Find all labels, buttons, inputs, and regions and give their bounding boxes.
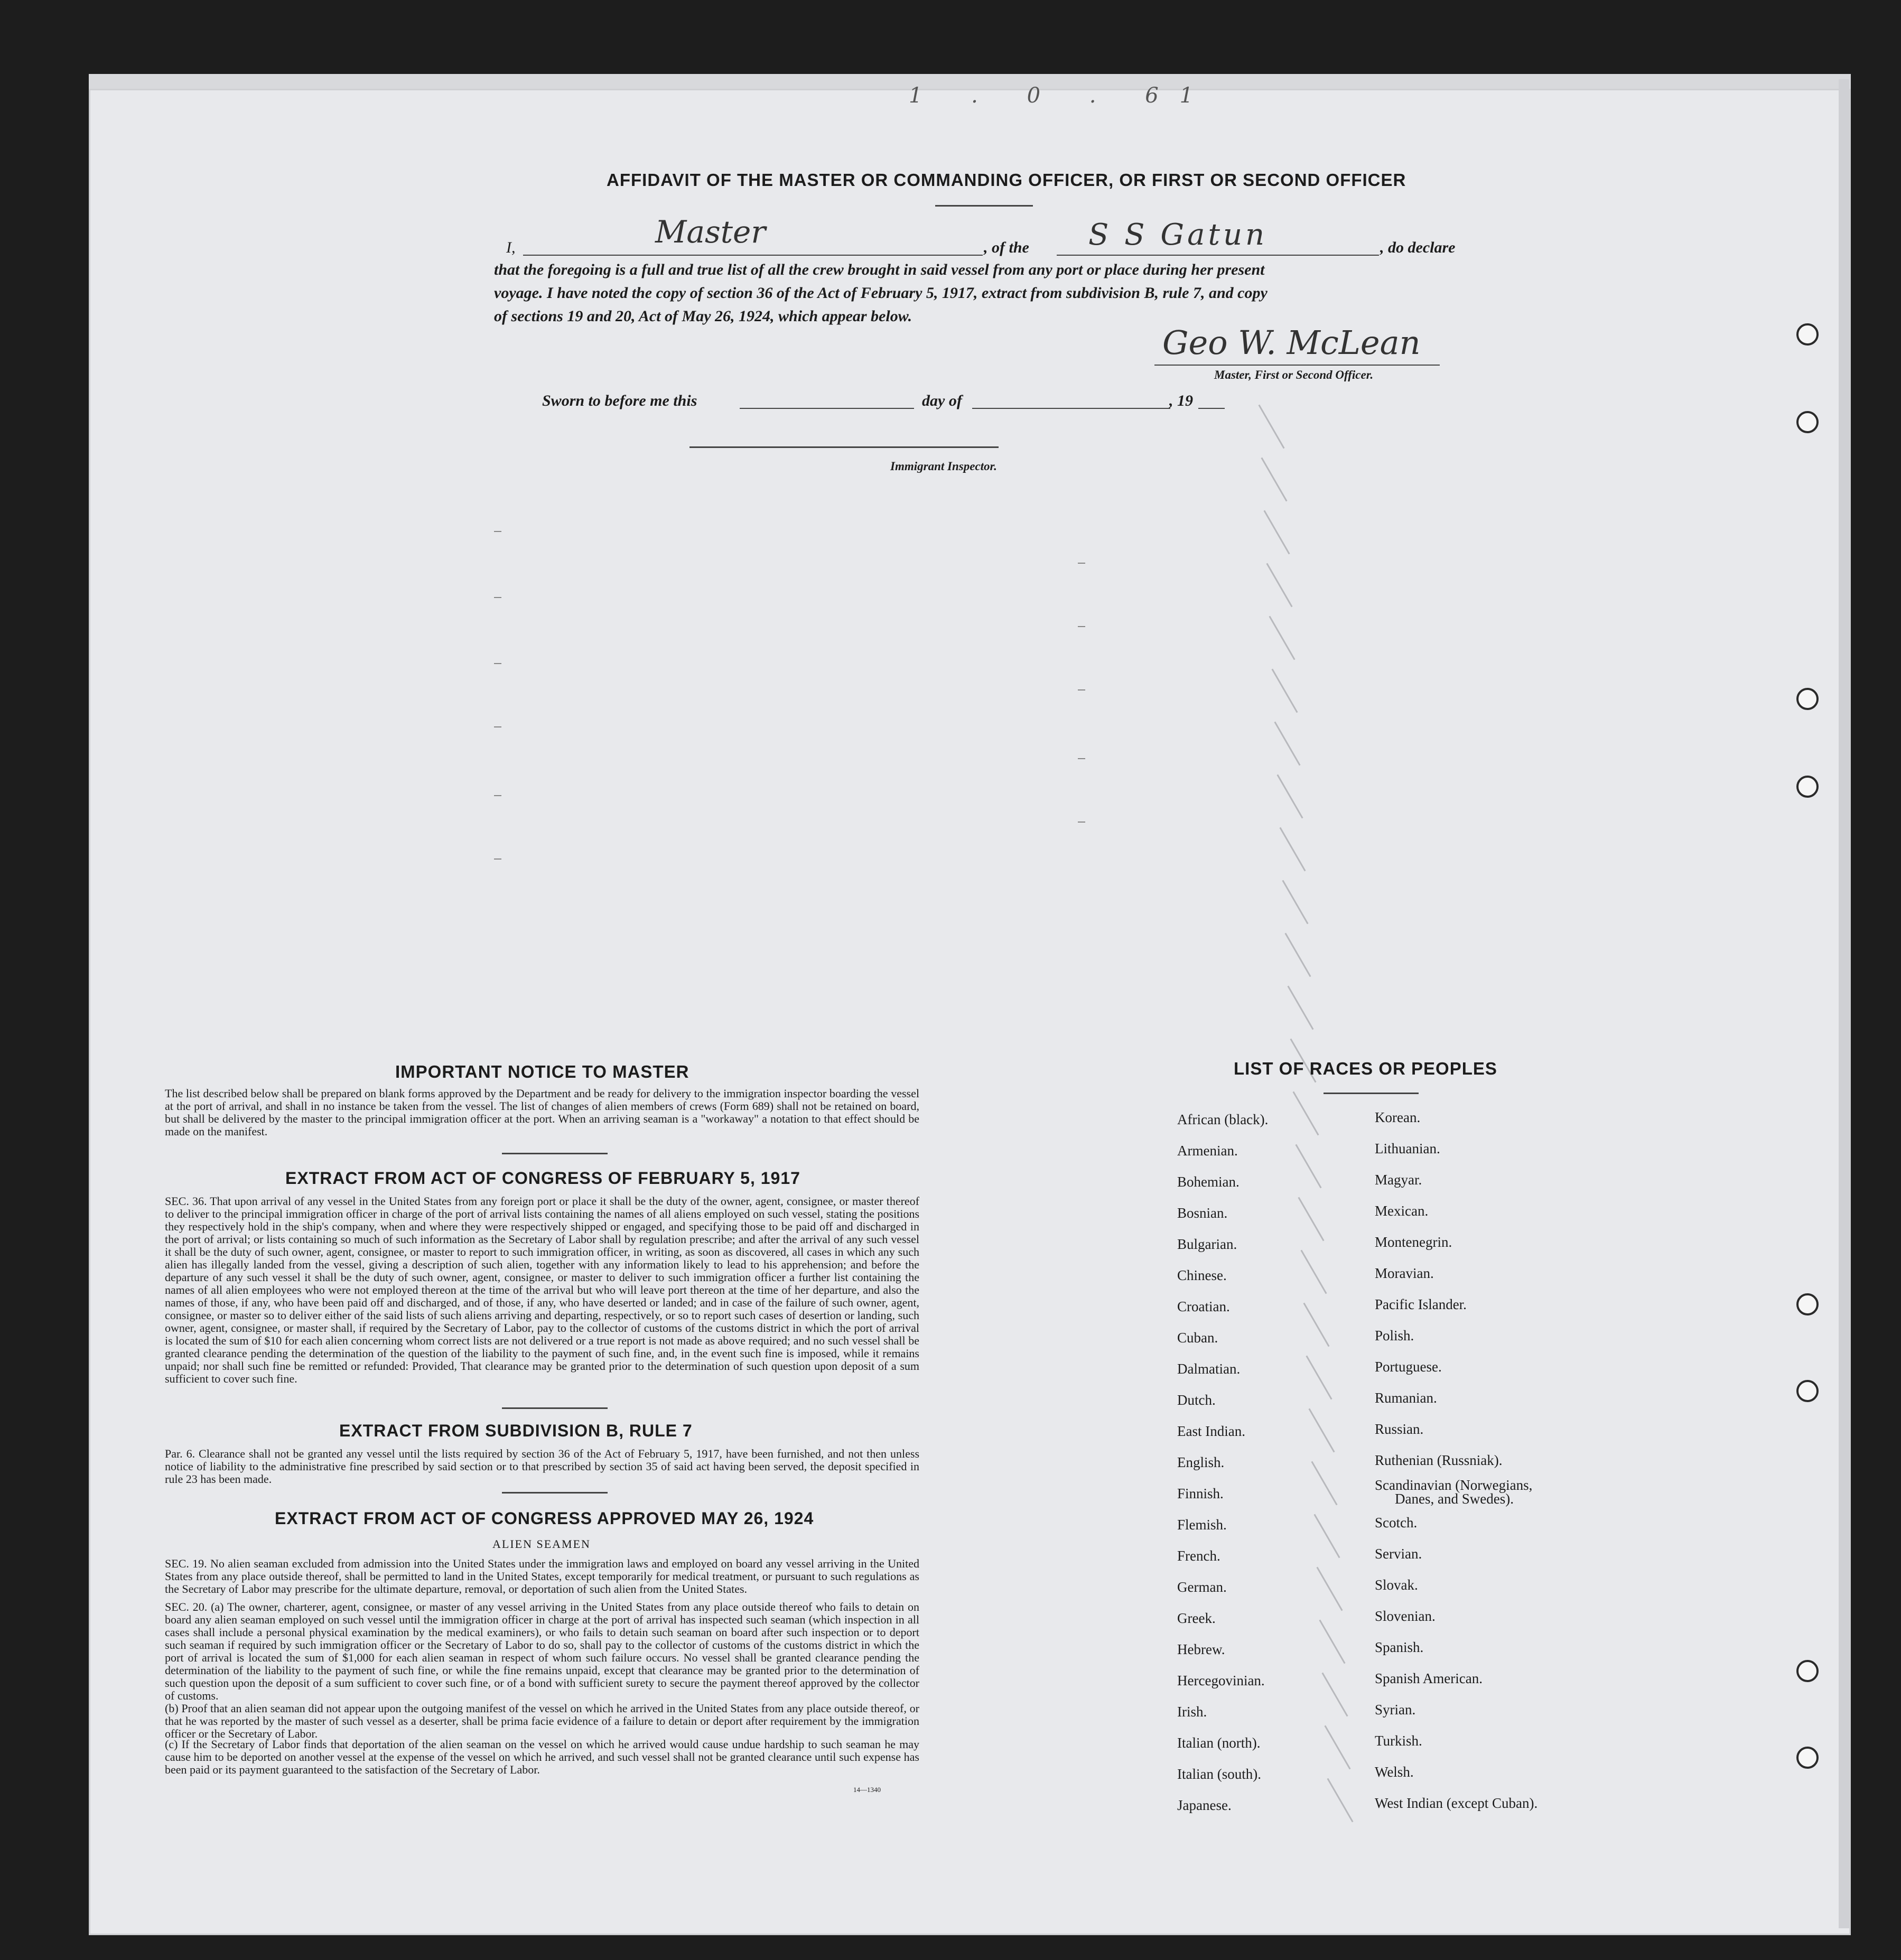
race-right-item: Polish. <box>1375 1328 1414 1343</box>
race-right-item: Turkish. <box>1375 1733 1422 1749</box>
vessel-handwritten: S S Gatun <box>1088 218 1268 252</box>
affidavit-body-line3: of sections 19 and 20, Act of May 26, 1924, which appear below. <box>494 307 912 325</box>
race-left-item: Hercegovinian. <box>1177 1673 1265 1688</box>
race-right-item: Scotch. <box>1375 1515 1418 1530</box>
race-right-item: Rumanian. <box>1375 1390 1437 1406</box>
sec20a-text: SEC. 20. (a) The owner, charterer, agent, consignee, or master of any vessel arriving in the United States from any place outside thereof who fails to detain on board any alien seaman employed on such vessel until the immigration officer in charge at the port of arrival has inspected such seaman (which inspection in all cases shall include a personal physical examination by the medical examiners), or who fails to detain such seaman on board after such inspection or to deport such seaman if required by such immigration officer or the Secretary of Labor to do so, shall pay to the collector of customs of the customs district in which the port of arrival is located the sum of $1,000 for each alien seaman in respect of whom such failure occurs. No vessel shall be granted clearance pending the determination of the liability to the payment of such fine, or while the fine remains unpaid, except that clearance may be granted prior to the determination of such question upon the deposit of a sum sufficient to cover such fine, or of a bond with sufficient surety to secure the payment thereof approved by the collector of customs. <box>165 1600 919 1702</box>
sec19-text: SEC. 19. No alien seaman excluded from admission into the United States under the immigration laws and employed on board any vessel arriving in the United States from any place outside thereof, shall be permitted to land in the United States, except temporarily for medical treatment, or pursuant to such regulations as the Secretary of Labor may prescribe for the ultimate departure, removal, or deportation of such alien from the United States. <box>165 1557 919 1595</box>
races-divider <box>1324 1093 1419 1094</box>
race-right-item: Moravian. <box>1375 1265 1434 1281</box>
race-left-item: Flemish. <box>1177 1517 1227 1533</box>
race-left-item: English. <box>1177 1454 1225 1470</box>
extract-rule7-text: Par. 6. Clearance shall not be granted any vessel until the lists required by section 36 of the Act of February 5, 1917, have been furnished, and not then unless notice of liability to the administrative fine prescribed by said section or to that prescribed by section 35 of said act having been served, the deposit specified in rule 23 has been made. <box>165 1447 919 1486</box>
notice-title: IMPORTANT NOTICE TO MASTER <box>395 1062 689 1081</box>
sworn-day-line <box>740 408 914 409</box>
name-handwritten: Master <box>655 214 766 250</box>
sec20b-text: (b) Proof that an alien seaman did not appear upon the outgoing manifest of the vessel on which he arrived in the United States from any place outside thereof, or that he was reported by the master of such vessel as a deserter, shall be prima facie evidence of a failure to detain or deport after requirement by the immigration officer or the Secretary of Labor. <box>165 1702 919 1740</box>
bleed-dash <box>494 597 501 598</box>
race-left-item: Croatian. <box>1177 1299 1230 1314</box>
extract-1917-text: SEC. 36. That upon arrival of any vessel in the United States from any foreign port or place it shall be the duty of the owner, agent, consignee, or master thereof to deliver to the principal immigration officer in charge of the port of arrival lists containing the names of all aliens employed on such vessel, stating the positions they respectively hold in the ship's company, when and where they were respectively shipped or engaged, and specifying those to be paid off and discharged in the port of arrival; or lists containing so much of such information as the Secretary of Labor shall by regulation prescribe; and after the arrival of any such vessel it shall be the duty of such owner, agent, consignee, or master to report to such immigration officer, in writing, as soon as discovered, all cases in which any such alien has illegally landed from the vessel, giving a description of such alien, together with any information likely to lead to his apprehension; and before the departure of any such vessel it shall be the duty of such owner, agent, consignee, or master to deliver to such immigration officer a further list containing the names of all alien employees who were not employed thereon at the time of the arrival but who will leave port thereon at the time of her departure, and also the names of those, if any, who have been paid off and discharged, and of those, if any, who have deserted or landed; and in case of the failure of such owner, agent, consignee, or master so to deliver either of the said lists of such aliens arriving and departing, respectively, or so to report such cases of desertion or landing, such owner, agent, consignee, or master shall, if required by the Secretary of Labor, pay to the collector of customs of the customs district in which the port of arrival is located the sum of $10 for each alien concerning whom correct lists are not delivered or a true report is not made as above required; and no such vessel shall be granted clearance pending the determination of the question of the liability to the payment of such fine, and, in the event such fine is imposed, while it remains unpaid; nor shall such fine be remitted or refunded: Provided, That clearance may be granted prior to the determination of such question upon deposit of a sum sufficient to cover such fine. <box>165 1194 919 1385</box>
race-right-item: Korean. <box>1375 1109 1421 1125</box>
extract-1917-title: EXTRACT FROM ACT OF CONGRESS OF FEBRUARY 5, 1917 <box>285 1169 800 1188</box>
bleed-dash <box>494 663 501 664</box>
day-of-label: day of <box>922 392 962 409</box>
race-right-item: Magyar. <box>1375 1172 1422 1188</box>
race-right-item: Mexican. <box>1375 1203 1429 1219</box>
notice-text: The list described below shall be prepared on blank forms approved by the Department and be ready for delivery to the immigration inspector boarding the vessel at the port of arrival, and shall in no instance be taken from the vessel. The list of changes of alien members of crews (Form 689) shall not be retained on board, but shall be delivered by the master to the principal immigration officer at the port. When an arriving seaman is a "workaway" a notation to that effect should be made on the manifest. <box>165 1087 919 1138</box>
race-right-item: Pacific Islander. <box>1375 1296 1467 1312</box>
bleed-dash <box>1078 822 1085 823</box>
bleed-dash <box>1078 626 1085 627</box>
punch-hole <box>1796 323 1819 346</box>
extract-1917-divider <box>502 1407 608 1409</box>
of-the-label: , of the <box>984 239 1029 256</box>
race-left-item: Irish. <box>1177 1704 1207 1720</box>
year-line <box>1198 408 1225 409</box>
bleed-dash <box>494 531 501 532</box>
sheet-right-edge <box>1839 79 1849 1928</box>
punch-hole <box>1796 776 1819 798</box>
race-left-item: African (black). <box>1177 1112 1269 1127</box>
inspector-caption: Immigrant Inspector. <box>890 460 997 473</box>
race-right-item: Scandinavian (Norwegians, <box>1375 1477 1533 1493</box>
vessel-line <box>1057 255 1379 256</box>
alien-seamen-subtitle: ALIEN SEAMEN <box>492 1537 591 1551</box>
race-left-item: French. <box>1177 1548 1220 1564</box>
bleed-dash <box>494 795 501 796</box>
race-right-item: Slovak. <box>1375 1577 1418 1593</box>
race-right-item: Montenegrin. <box>1375 1234 1452 1250</box>
affidavit-body-line2: voyage. I have noted the copy of section 36 of the Act of February 5, 1917, extract from subdivision B, rule 7, and copy <box>494 284 1268 302</box>
race-right-item: Spanish American. <box>1375 1670 1483 1686</box>
punch-hole <box>1796 688 1819 710</box>
signature-line <box>1154 365 1440 366</box>
race-right-item: Servian. <box>1375 1546 1422 1562</box>
race-left-item: Hebrew. <box>1177 1641 1225 1657</box>
race-right-item: Portuguese. <box>1375 1359 1442 1375</box>
race-right-item: Spanish. <box>1375 1639 1424 1655</box>
master-signature: Geo W. McLean <box>1162 323 1421 362</box>
bleed-dash <box>494 858 501 860</box>
race-right-item: Lithuanian. <box>1375 1141 1440 1156</box>
form-number: 14—1340 <box>853 1786 881 1794</box>
bleed-dash <box>1078 563 1085 564</box>
punch-hole <box>1796 1660 1819 1682</box>
extract-rule7-title: EXTRACT FROM SUBDIVISION B, RULE 7 <box>339 1421 693 1440</box>
races-title: LIST OF RACES OR PEOPLES <box>1234 1059 1497 1078</box>
race-left-item: Greek. <box>1177 1610 1216 1626</box>
race-left-item: Dalmatian. <box>1177 1361 1241 1377</box>
punch-hole <box>1796 1747 1819 1769</box>
race-left-item: Dutch. <box>1177 1392 1216 1408</box>
race-left-item: German. <box>1177 1579 1227 1595</box>
extract-rule7-divider <box>502 1492 608 1494</box>
race-left-item: Bohemian. <box>1177 1174 1240 1190</box>
race-right-item: Russian. <box>1375 1421 1424 1437</box>
signature-caption: Master, First or Second Officer. <box>1214 368 1374 381</box>
race-right-item: Welsh. <box>1375 1764 1414 1780</box>
punch-hole <box>1796 1293 1819 1315</box>
race-left-item: Italian (south). <box>1177 1766 1261 1782</box>
race-left-item: Bosnian. <box>1177 1205 1228 1221</box>
race-left-item: Bulgarian. <box>1177 1236 1237 1252</box>
race-left-item: Finnish. <box>1177 1486 1224 1501</box>
name-line <box>523 255 983 256</box>
race-left-item: East Indian. <box>1177 1423 1245 1439</box>
sec20c-text: (c) If the Secretary of Labor finds that deportation of the alien seaman on the vessel on which he arrived would cause undue hardship to such seaman he may cause him to be deported on another vessel at the expense of the vessel on which he arrived, and such vessel shall not be granted clearance until such expense has been paid or its payment guaranteed to the satisfaction of the Secretary of Labor. <box>165 1738 919 1776</box>
affidavit-body-line1: that the foregoing is a full and true list of all the crew brought in said vessel from any port or place during her present <box>494 261 1265 278</box>
race-right-item: West Indian (except Cuban). <box>1375 1795 1538 1811</box>
i-label: I, <box>506 239 516 256</box>
punch-hole <box>1796 411 1819 433</box>
race-right-item: Ruthenian (Russniak). <box>1375 1452 1503 1468</box>
bleed-dash <box>1078 758 1085 759</box>
bleed-dash <box>494 726 501 727</box>
top-scribble: 1 . 0 . 61 <box>909 83 1215 108</box>
race-left-item: Italian (north). <box>1177 1735 1261 1751</box>
extract-1924-title: EXTRACT FROM ACT OF CONGRESS APPROVED MAY 26, 1924 <box>275 1509 814 1528</box>
affidavit-title: AFFIDAVIT OF THE MASTER OR COMMANDING OFFICER, OR FIRST OR SECOND OFFICER <box>607 170 1406 190</box>
bleed-dash <box>1078 689 1085 690</box>
race-left-item: Armenian. <box>1177 1143 1238 1159</box>
race-right-item-continued: Danes, and Swedes). <box>1395 1491 1514 1507</box>
sworn-label: Sworn to before me this <box>542 392 697 409</box>
punch-hole <box>1796 1380 1819 1402</box>
declare-label: , do declare <box>1380 239 1456 256</box>
race-right-item: Syrian. <box>1375 1702 1416 1718</box>
title-underline <box>935 205 1033 207</box>
inspector-line <box>689 446 999 448</box>
race-right-item: Slovenian. <box>1375 1608 1436 1624</box>
race-left-item: Cuban. <box>1177 1330 1218 1346</box>
race-left-item: Chinese. <box>1177 1267 1227 1283</box>
month-line <box>972 408 1170 409</box>
year-label: , 19 <box>1169 392 1193 409</box>
race-left-item: Japanese. <box>1177 1797 1232 1813</box>
notice-divider <box>502 1153 608 1154</box>
